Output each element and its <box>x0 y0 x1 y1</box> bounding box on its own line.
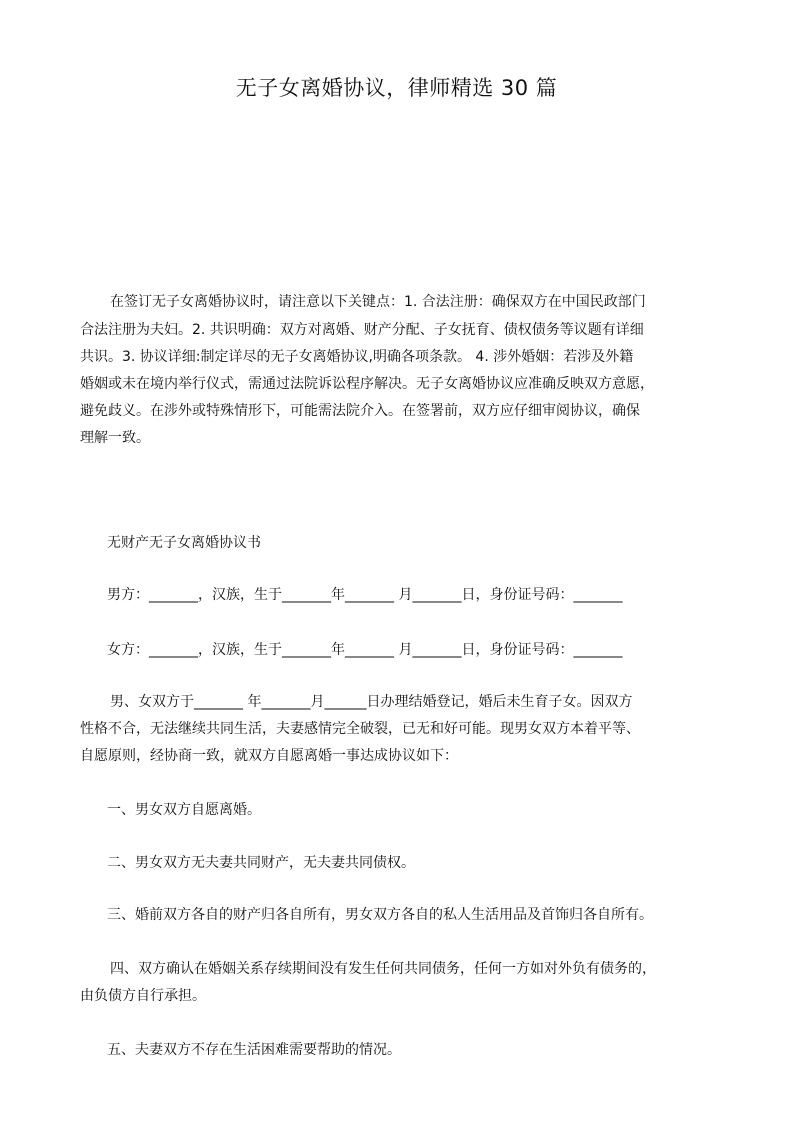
document-title: 无子女离婚协议，律师精选 30 篇 <box>235 76 558 100</box>
male-party-line: 男方：_______，汉族，生于_______年_______ 月_______日，身份证号码：_______ <box>107 587 623 603</box>
clause-4-line-1: 四、双方确认在婚姻关系存续期间没有发生任何共同债务，任何一方如对外负有债务的， <box>110 961 656 977</box>
intro-line-4: 婚姻或未在境内举行仪式，需通过法院诉讼程序解决。无子女离婚协议应准确反映双方意愿， <box>80 376 654 392</box>
preamble-line-2: 性格不合，无法继续共同生活，夫妻感情完全破裂，已无和好可能。现男女双方本着平等、 <box>80 721 640 737</box>
intro-line-6: 理解一致。 <box>80 430 150 446</box>
clause-1: 一、男女双方自愿离婚。 <box>107 802 261 818</box>
intro-line-3: 共识。3. 协议详细:制定详尽的无子女离婚协议,明确各项条款。 4. 涉外婚姻：若涉及外籍 <box>80 349 634 365</box>
clause-5: 五、夫妻双方不存在生活困难需要帮助的情况。 <box>107 1042 401 1058</box>
preamble-line-1: 男、女双方于_______ 年_______月______日办理结婚登记，婚后未生育子女。因双方 <box>110 694 633 710</box>
intro-line-1: 在签订无子女离婚协议时，请注意以下关键点：1. 合法注册：确保双方在中国民政部门 <box>110 294 646 310</box>
clause-3: 三、婚前双方各自的财产归各自所有，男女双方各自的私人生活用品及首饰归各自所有。 <box>107 907 653 923</box>
clause-4-line-2: 由负债方自行承担。 <box>80 988 206 1004</box>
intro-line-5: 避免歧义。在涉外或特殊情形下，可能需法院介入。在签署前，双方应仔细审阅协议，确保 <box>80 403 640 419</box>
clause-2: 二、男女双方无夫妻共同财产，无夫妻共同债权。 <box>107 855 415 871</box>
preamble-line-3: 自愿原则，经协商一致，就双方自愿离婚一事达成协议如下： <box>80 748 458 764</box>
intro-line-2: 合法注册为夫妇。2. 共识明确：双方对离婚、财产分配、子女抚育、债权债务等议题有详细 <box>80 322 644 338</box>
agreement-title: 无财产无子女离婚协议书 <box>107 535 261 551</box>
female-party-line: 女方：_______，汉族，生于_______年_______ 月_______日，身份证号码：_______ <box>107 642 623 658</box>
